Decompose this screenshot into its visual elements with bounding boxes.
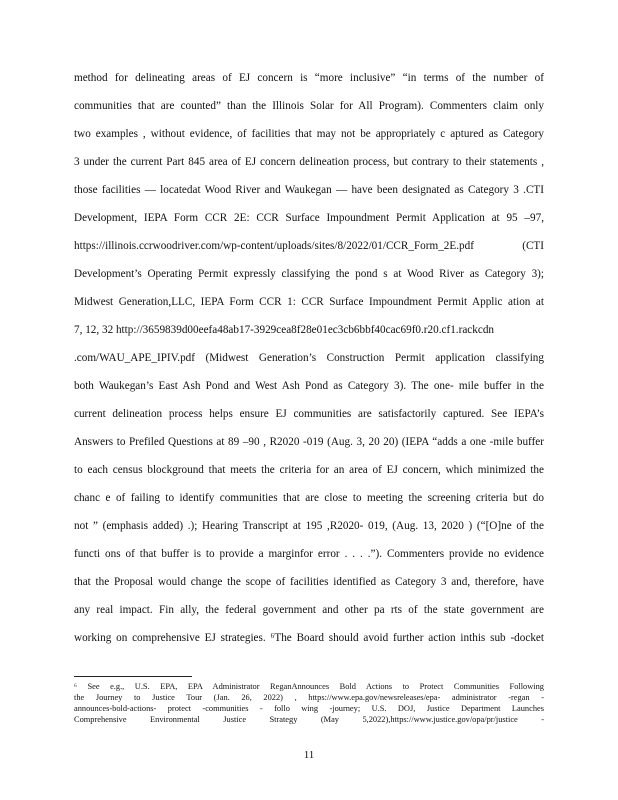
body-line: method for delineating areas of EJ concern is “more inclusive” “in terms of the number of <box>74 72 544 84</box>
body-line: current delineation process helps ensure EJ communities are satisfactorily captured. See IEPA’s <box>74 408 544 420</box>
body-line: any real impact. Fin ally, the federal government and other pa rts of the state government are <box>74 604 544 616</box>
footnote-line: announces-bold-actions- protect -communities - follo wing -journey; U.S. DOJ, Justice Department Launches <box>74 704 544 713</box>
footnote-line: ⁶ See e.g., U.S. EPA, EPA Administrator ReganAnnounces Bold Actions to Protect Communities Following <box>74 682 544 691</box>
body-line: https://illinois.ccrwoodriver.com/wp-content/uploads/sites/8/2022/01/CCR_Form_2E.pdf (CTI <box>74 240 544 252</box>
page-number: 11 <box>303 749 315 761</box>
body-line: Midwest Generation,LLC, IEPA Form CCR 1: CCR Surface Impoundment Permit Applic ation at <box>74 296 544 308</box>
body-line: Development, IEPA Form CCR 2E: CCR Surface Impoundment Permit Application at 95 –97, <box>74 212 544 224</box>
body-line: those facilities — locatedat Wood River and Waukegan — have been designated as Category 3 .CTI <box>74 184 544 196</box>
footnote-line: the Journey to Justice Tour (Jan. 26, 2022) , https://www.epa.gov/newsreleases/epa- administrator -regan - <box>74 693 544 702</box>
body-line: both Waukegan’s East Ash Pond and West Ash Pond as Category 3). The one- mile buffer in the <box>74 380 544 392</box>
body-line: working on comprehensive EJ strategies. ⁶The Board should avoid further action inthis sub -docket <box>74 632 544 644</box>
body-line: communities that are counted” than the Illinois Solar for All Program). Commenters claim only <box>74 100 544 112</box>
body-line: Development’s Operating Permit expressly classifying the pond s at Wood River as Category 3); <box>74 268 544 280</box>
body-line: that the Proposal would change the scope of facilities identified as Category 3 and, therefore, have <box>74 576 544 588</box>
body-line: two examples , without evidence, of facilities that may not be appropriately c aptured as Category <box>74 128 544 140</box>
body-line: chanc e of failing to identify communities that are close to meeting the screening criteria but do <box>74 492 544 504</box>
body-line: not ” (emphasis added) .); Hearing Transcript at 195 ,R2020- 019, (Aug. 13, 2020 ) (“[O]ne of the <box>74 520 544 532</box>
body-line: to each census blockground that meets the criteria for an area of EJ concern, which minimized the <box>74 464 544 476</box>
body-line: .com/WAU_APE_IPIV.pdf (Midwest Generation’s Construction Permit application classifying <box>74 352 544 364</box>
footnote-divider <box>74 676 192 677</box>
body-line: Answers to Prefiled Questions at 89 –90 , R2020 -019 (Aug. 3, 20 20) (IEPA “adds a one -mile buffer <box>74 436 544 448</box>
footnote-line: Comprehensive Environmental Justice Strategy (May 5,2022),https://www.justice.gov/opa/pr/justice - <box>74 715 544 724</box>
body-line: 7, 12, 32 http://3659839d00eefa48ab17-3929cea8f28e01ec3cb6bbf40cac69f0.r20.cf1.rackcdn <box>74 324 495 336</box>
body-line: functi ons of that buffer is to provide a marginfor error . . . .”). Commenters provide no evidence <box>74 548 544 560</box>
body-line: 3 under the current Part 845 area of EJ concern delineation process, but contrary to their statements , <box>74 156 544 168</box>
